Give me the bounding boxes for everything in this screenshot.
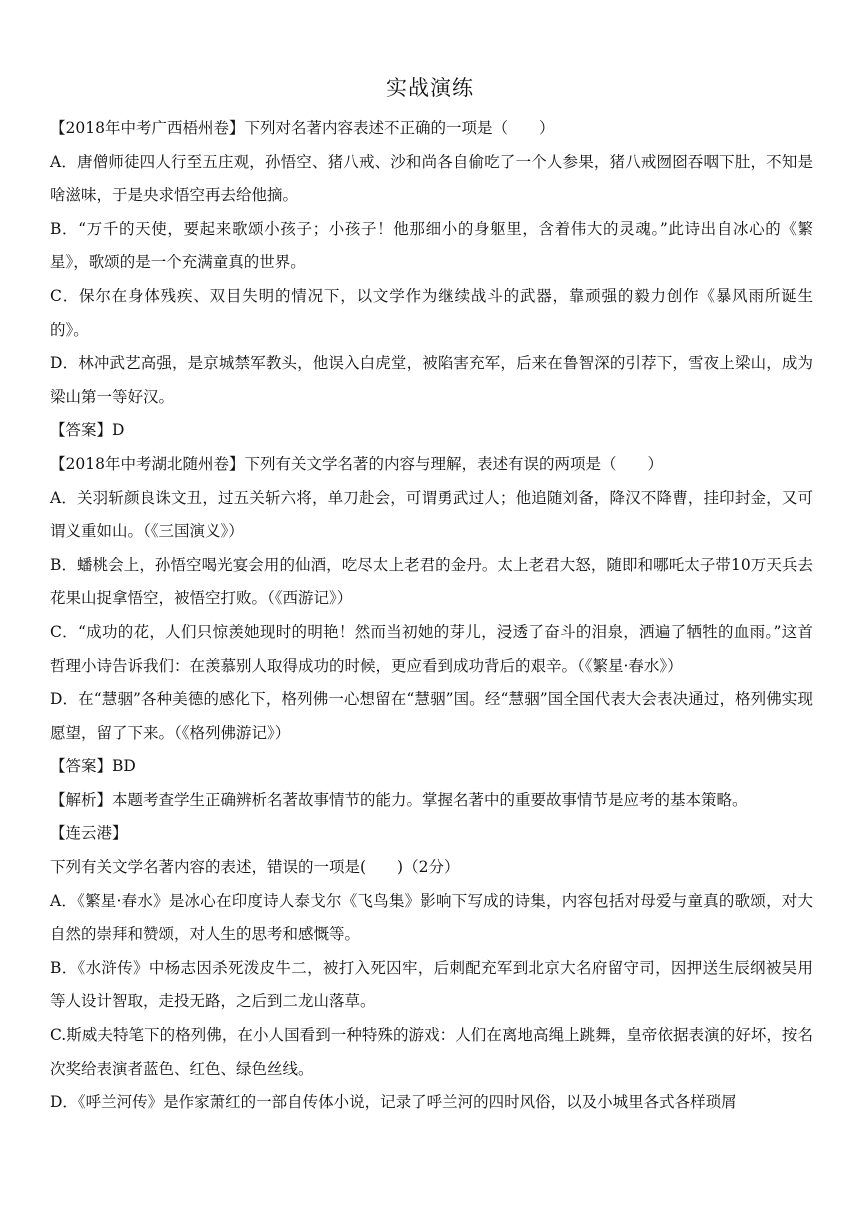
question-3-stem: 下列有关文学名著内容的表述，错误的一项是( )（2分）: [50, 858, 460, 877]
section-heading-lianyungang: 【连云港】: [50, 824, 128, 843]
question-3-option-b: B．《水浒传》中杨志因杀死泼皮牛二，被打入死囚牢，后刺配充军到北京大名府留守司，因押送生辰纲被吴用等人设计智取，走投无路，之后到二龙山落草。: [50, 958, 813, 1011]
question-1-option-a: A．唐僧师徒四人行至五庄观，孙悟空、猪八戒、沙和尚各自偷吃了一个人参果，猪八戒囫囵吞咽下肚，不知是啥滋味，于是央求悟空再去给他摘。: [50, 152, 813, 205]
question-2-option-c: C．“成功的花，人们只惊羡她现时的明艳！然而当初她的芽儿，浸透了奋斗的泪泉，洒遍了牺牲的血雨。”这首哲理小诗告诉我们：在羡慕别人取得成功的时候，更应看到成功背后的艰辛。（《繁星·春水》）: [50, 622, 813, 675]
page-title: 实战演练: [386, 76, 474, 100]
question-3-option-d: D．《呼兰河传》是作家萧红的一部自传体小说，记录了呼兰河的四时风俗，以及小城里各式各样琐屑: [50, 1093, 737, 1112]
question-2-option-a: A．关羽斩颜良诛文丑，过五关斩六将，单刀赴会，可谓勇武过人；他追随刘备，降汉不降曹，挂印封金，又可谓义重如山。（《三国演义》）: [50, 488, 813, 541]
question-3-option-c: C.斯威夫特笔下的格列佛，在小人国看到一种特殊的游戏：人们在离地高绳上跳舞，皇帝依据表演的好坏，按名次奖给表演者蓝色、红色、绿色丝线。: [50, 1026, 813, 1078]
question-1-stem: 【2018年中考广西梧州卷】下列对名著内容表述不正确的一项是（ ）: [50, 119, 555, 137]
document-body: [50, 112, 813, 1120]
question-2-stem: 【2018年中考湖北随州卷】下列有关文学名著的内容与理解，表述有误的两项是（ ）: [50, 454, 663, 473]
question-1-answer: 【答案】D: [50, 421, 125, 440]
question-2-option-d: D．在“慧骃”各种美德的感化下，格列佛一心想留在“慧骃”国。经“慧骃”国全国代表大会表决通过，格列佛实现愿望，留了下来。（《格列佛游记》）: [50, 690, 813, 742]
question-2-answer: 【答案】BD: [50, 757, 136, 776]
question-2-option-b: B．蟠桃会上，孙悟空喝光宴会用的仙酒，吃尽太上老君的金丹。太上老君大怒，随即和哪吒太子带10万天兵去花果山捉拿悟空，被悟空打败。（《西游记》）: [50, 555, 813, 608]
question-2-analysis: 【解析】本题考查学生正确辨析名著故事情节的能力。掌握名著中的重要故事情节是应考的基本策略。: [50, 790, 748, 809]
question-1-option-b: B．“万千的天使，要起来歌颂小孩子；小孩子！他那细小的身躯里，含着伟大的灵魂。”此诗出自冰心的《繁星》，歌颂的是一个充满童真的世界。: [50, 219, 813, 272]
question-1-option-d: D．林冲武艺高强，是京城禁军教头，他误入白虎堂，被陷害充军，后来在鲁智深的引荐下，雪夜上梁山，成为梁山第一等好汉。: [50, 354, 813, 406]
question-3-option-a: A．《繁星·春水》是冰心在印度诗人泰戈尔《飞鸟集》影响下写成的诗集，内容包括对母爱与童真的歌颂，对大自然的崇拜和赞颂，对人生的思考和感慨等。: [50, 891, 813, 944]
question-1-option-c: C．保尔在身体残疾、双目失明的情况下，以文学作为继续战斗的武器，靠顽强的毅力创作《暴风雨所诞生的》。: [50, 286, 813, 339]
